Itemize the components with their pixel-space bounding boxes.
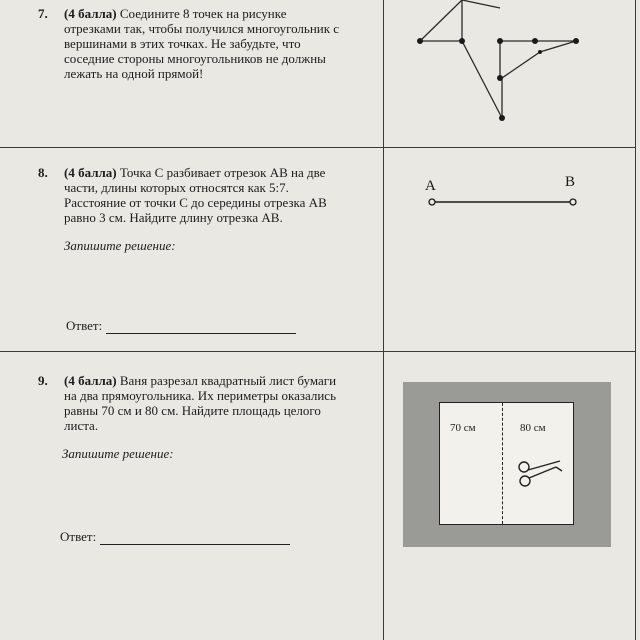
task-7-line: вершинами в этих точках. Не забудьте, что	[64, 36, 301, 51]
task-7-line: отрезками так, чтобы получился многоугольник с	[64, 21, 340, 36]
task-8-line: части, длины которых относятся как 5:7.	[64, 180, 289, 195]
task-8-answer-label: Ответ:	[66, 318, 103, 333]
task-7-points: (4 балла)	[64, 6, 117, 21]
task-8-number: 8.	[38, 165, 48, 180]
point-a-label: A	[425, 178, 436, 194]
task-7-text	[38, 6, 369, 81]
task-8-points: (4 балла)	[64, 165, 117, 180]
point-a	[429, 199, 435, 205]
segment-ab-figure	[420, 170, 590, 215]
task-7-line: Соедините 8 точек на рисунке	[119, 6, 287, 21]
polygon-edge	[462, 0, 500, 8]
task-8-text	[38, 165, 369, 225]
polygon-edges	[420, 0, 576, 118]
task-9-answer-label: Ответ:	[60, 529, 97, 544]
task-9-solution-label: Запишите решение:	[62, 446, 174, 461]
dot	[538, 50, 542, 54]
task-8-solution-label: Запишите решение:	[64, 238, 176, 253]
polygon-dots-figure	[400, 0, 600, 130]
dot	[499, 115, 505, 121]
dot	[417, 38, 423, 44]
task-9-number: 9.	[38, 373, 48, 388]
task-7-line: соседние стороны многоугольников не должны	[64, 51, 326, 66]
left-rect-label: 70 см	[450, 422, 476, 434]
task-9-answer-line[interactable]	[100, 532, 290, 545]
task-9-line: на два прямоугольника. Их периметры оказались	[64, 388, 336, 403]
task-7-number: 7.	[38, 6, 48, 21]
dot	[459, 38, 465, 44]
task-8-line: Точка C разбивает отрезок AB на две	[119, 165, 326, 180]
task-8-line: равно 3 см. Найдите длину отрезка AB.	[64, 210, 283, 225]
task-8-line: Расстояние от точки C до середины отрезка AB	[64, 195, 327, 210]
task-7-line: лежать на одной прямой!	[64, 66, 204, 81]
scissors-icon	[516, 455, 564, 489]
square-sheet	[439, 402, 574, 525]
task-9-line: равны 70 см и 80 см. Найдите площадь целого	[64, 403, 321, 418]
task-9-points: (4 балла)	[64, 373, 117, 388]
right-border	[635, 0, 636, 640]
column-divider	[383, 0, 384, 640]
dot	[497, 38, 503, 44]
task-8-answer	[66, 318, 296, 334]
dot	[573, 38, 579, 44]
paper-figure-frame	[403, 382, 611, 547]
right-rect-label: 80 см	[520, 422, 546, 434]
task-9-line: листа.	[64, 418, 99, 433]
task-9-text	[38, 373, 369, 433]
task-8-answer-line[interactable]	[106, 321, 296, 334]
cut-line	[502, 403, 503, 524]
dot	[532, 38, 538, 44]
point-b-label: B	[565, 174, 576, 190]
point-b	[570, 199, 576, 205]
dot	[497, 75, 503, 81]
task-9-line: Ваня разрезал квадратный лист бумаги	[119, 373, 337, 388]
task-9-answer	[60, 529, 290, 545]
